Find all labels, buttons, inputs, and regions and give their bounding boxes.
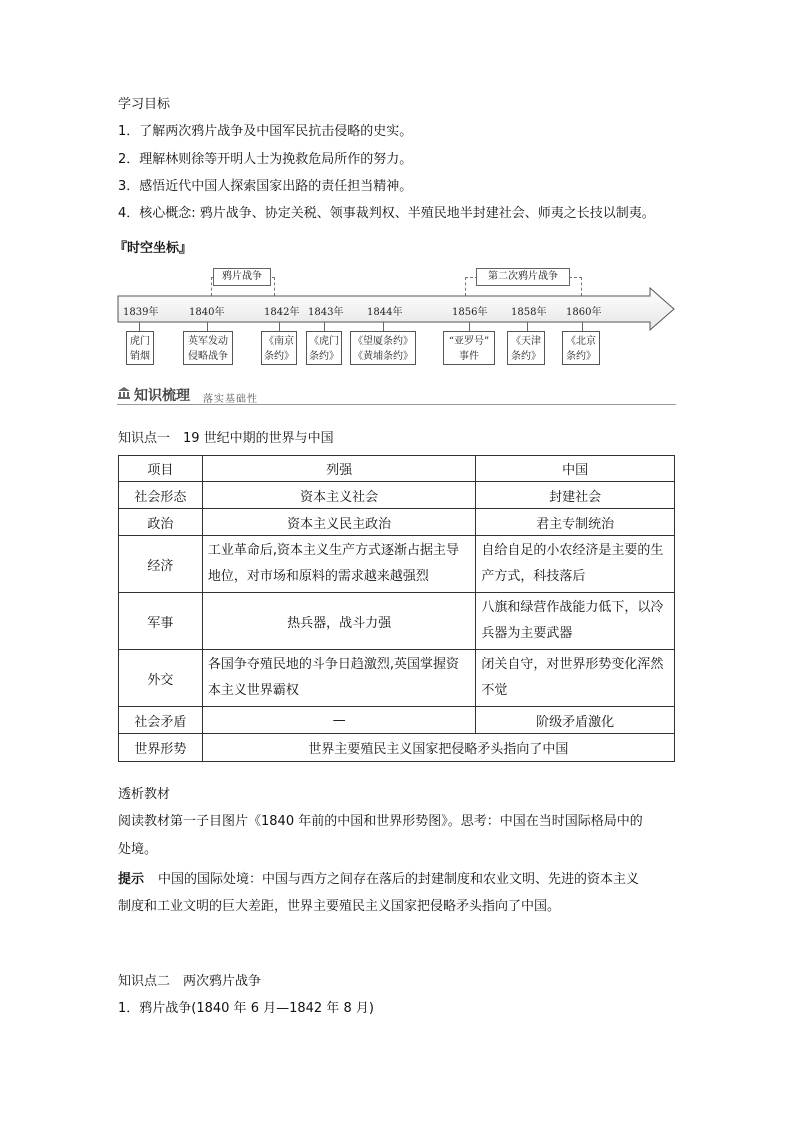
section-title: 知识梳理: [134, 388, 190, 404]
objective-item-3: 3．感悟近代中国人探索国家出路的责任担当精神。: [118, 179, 413, 194]
table-cell: 资本主义民主政治: [202, 509, 475, 536]
group2-label: 第二次鸦片战争: [476, 268, 570, 286]
table-header-cell: 列强: [202, 456, 475, 482]
group1-label: 鸦片战争: [213, 268, 271, 286]
table-row: [119, 593, 675, 650]
table-header-row: [119, 456, 675, 482]
analysis-heading: 透析教材: [118, 787, 171, 802]
table-cell: 君主专制统治: [476, 509, 675, 536]
analysis-question-line1: 阅读教材第一子目图片《1840 年前的中国和世界形势图》。思考：中国在当时国际格局中的: [118, 814, 643, 829]
analysis-question-line2: 处境。: [118, 842, 158, 857]
table-cell: 封建社会: [476, 482, 675, 509]
table-cell: 社会矛盾: [119, 707, 203, 734]
timeline-year: 1840年: [189, 307, 225, 318]
table-row: [119, 707, 675, 734]
table-cell: 社会形态: [119, 482, 203, 509]
hint-text: 中国的国际处境：中国与西方之间存在落后的封建制度和农业文明、先进的资本主义: [158, 872, 640, 887]
table-row: [119, 650, 675, 707]
timeline-year: 1844年: [367, 307, 403, 318]
objective-item-4: 4．核心概念: 鸦片战争、协定关税、领事裁判权、半殖民地半封建社会、师夷之长技以制夷。: [118, 206, 655, 221]
table-header-cell: 项目: [119, 456, 203, 482]
timeline-heading: 『时空坐标』: [114, 241, 193, 256]
analysis-hint-line1: [118, 871, 639, 889]
table-cell: 资本主义社会: [202, 482, 475, 509]
table-cell: 各国争夺殖民地的斗争日趋激烈,英国掌握资本主义世界霸权: [202, 650, 475, 707]
timeline-year: 1860年: [566, 307, 602, 318]
table-cell: 热兵器，战斗力强: [202, 593, 475, 650]
table-cell: 世界形势: [119, 734, 203, 762]
table-cell: 军事: [119, 593, 203, 650]
table-cell: 世界主要殖民主义国家把侵略矛头指向了中国: [202, 734, 674, 762]
table-row: [119, 509, 675, 536]
table-cell: —: [202, 707, 475, 734]
table-header-cell: 中国: [476, 456, 675, 482]
table-cell: 政治: [119, 509, 203, 536]
timeline-event: 《南京 条约》: [261, 331, 297, 365]
hint-label: 提示: [118, 872, 145, 887]
table-cell: 阶级矛盾激化: [476, 707, 675, 734]
timeline-event: 《虎门 条约》: [306, 331, 342, 365]
point2-title: 知识点二 两次鸦片战争: [118, 974, 262, 989]
table-row: [119, 734, 675, 762]
table-cell: 八旗和绿营作战能力低下，以冷兵器为主要武器: [476, 593, 675, 650]
timeline-event: “亚罗号” 事件: [443, 331, 495, 365]
timeline-year: 1856年: [452, 307, 488, 318]
objective-item-1: 1．了解两次鸦片战争及中国军民抗击侵略的史实。: [118, 124, 413, 139]
section-subtitle: 落实基础性: [203, 394, 258, 405]
section-divider: [117, 404, 676, 405]
timeline-event: 虎门 销烟: [126, 331, 154, 365]
timeline-event: 《北京 条约》: [562, 331, 600, 365]
timeline-event: 《天津 条约》: [507, 331, 545, 365]
table-cell: 自给自足的小农经济是主要的生产方式，科技落后: [476, 536, 675, 593]
table-cell: 工业革命后,资本主义生产方式逐渐占据主导地位，对市场和原料的需求越来越强烈: [202, 536, 475, 593]
point2-item1: 1．鸦片战争(1840 年 6 月—1842 年 8 月): [118, 1001, 374, 1016]
comparison-table: [118, 455, 675, 762]
objective-item-2: 2．理解林则徐等开明人士为挽救危局所作的努力。: [118, 152, 413, 167]
point1-title: 知识点一 19 世纪中期的世界与中国: [118, 431, 334, 446]
table-cell: 外交: [119, 650, 203, 707]
timeline-year: 1839年: [123, 307, 159, 318]
timeline-year: 1858年: [511, 307, 547, 318]
table-cell: 闭关自守，对世界形势变化浑然不觉: [476, 650, 675, 707]
timeline-year: 1843年: [308, 307, 344, 318]
table-row: [119, 536, 675, 593]
timeline-event: 《望厦条约》 《黄埔条约》: [350, 331, 416, 365]
timeline-event: 英军发动 侵略战争: [183, 331, 233, 365]
table-row: [119, 482, 675, 509]
table-cell: 经济: [119, 536, 203, 593]
timeline-year: 1842年: [264, 307, 300, 318]
objectives-heading: 学习目标: [118, 97, 171, 112]
analysis-hint-line2: 制度和工业文明的巨大差距，世界主要殖民主义国家把侵略矛头指向了中国。: [118, 899, 561, 914]
building-icon: [117, 386, 131, 400]
